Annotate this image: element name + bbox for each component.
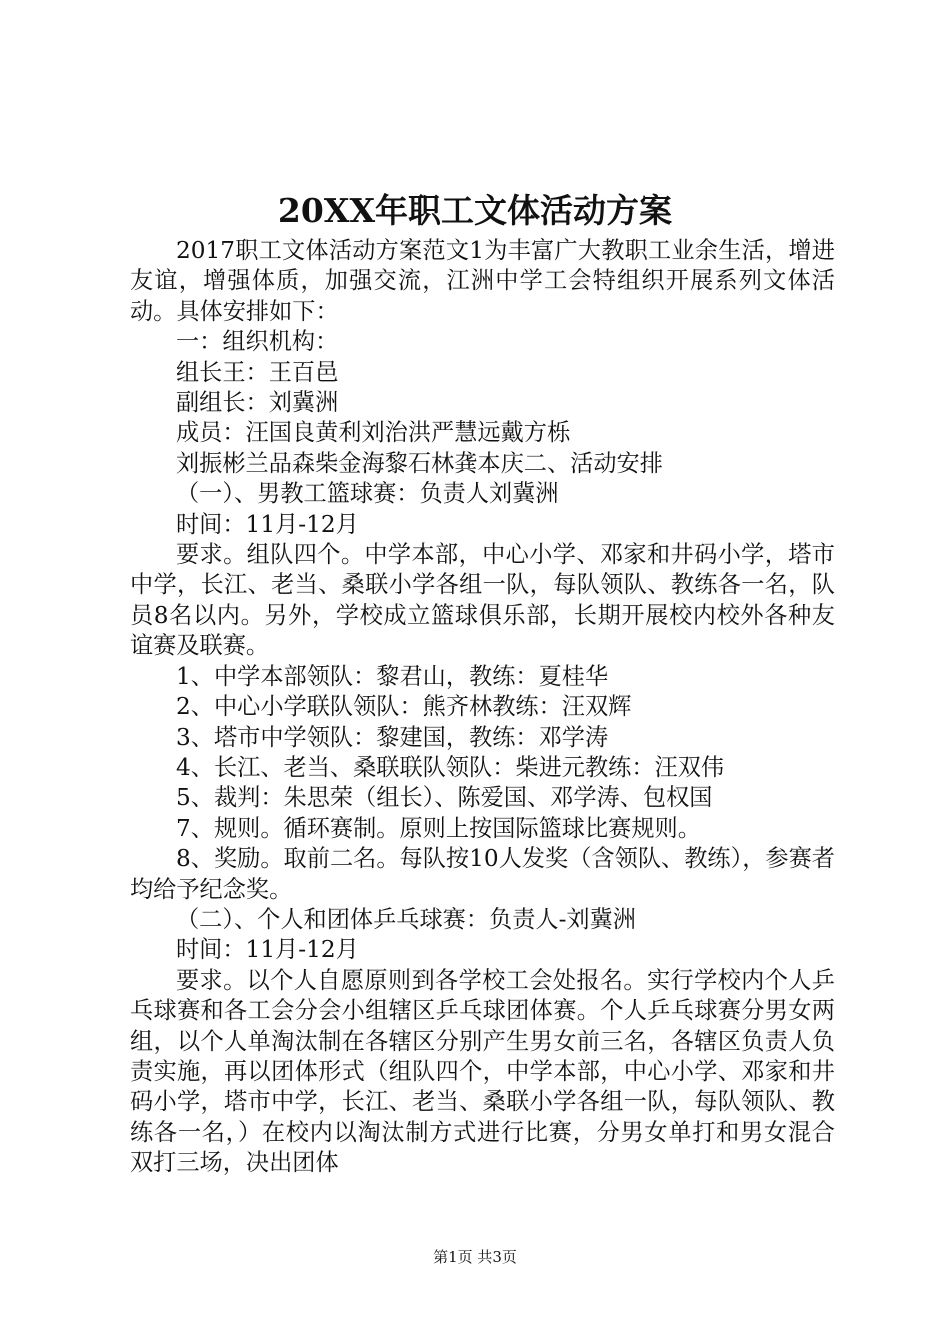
paragraph-table-tennis-time: 时间：11月-12月 <box>176 936 359 964</box>
document-body <box>130 236 835 1179</box>
paragraph-basketball-requirements: 要求。组队四个。中学本部，中心小学、邓家和井码小学，塔市中学，长江、老当、桑联小学各组一队，每队领队、教练各一名，队员8名以内。另外，学校成立篮球俱乐部，长期开展校内校外各种友谊赛及联赛。 <box>130 541 835 660</box>
paragraph-leader: 组长王：王百邑 <box>176 358 339 386</box>
document-title: 20XX年职工文体活动方案 <box>277 191 673 230</box>
section-heading-basketball: （一）、男教工篮球赛：负责人刘冀洲 <box>176 480 559 508</box>
paragraph-deputy-leader: 副组长：刘冀洲 <box>176 389 339 417</box>
paragraph-members-continued: 刘振彬兰品森柴金海黎石林龚本庆二、活动安排 <box>176 449 663 477</box>
intro-paragraph: 2017职工文体活动方案范文1为丰富广大教职工业余生活，增进友谊，增强体质，加强交流，江洲中学工会特组织开展系列文体活动。具体安排如下： <box>130 237 835 325</box>
list-item: 5、裁判：朱思荣（组长）、陈爱国、邓学涛、包权国 <box>176 784 713 812</box>
list-item: 2、中心小学联队领队：熊齐林教练：汪双辉 <box>176 693 632 721</box>
page-footer: 第1页 共3页 <box>433 1248 517 1266</box>
section-heading-organization: 一：组织机构： <box>176 328 339 356</box>
paragraph-table-tennis-requirements: 要求。以个人自愿原则到各学校工会处报名。实行学校内个人乒乓球赛和各工会分会小组辖区乒乓球团体赛。个人乒乓球赛分男女两组，以个人单淘汰制在各辖区分别产生男女前三名，各辖区负责人负责实施，再以团体形式（组队四个，中学本部，中心小学、邓家和井码小学，塔市中学，长江、老当、桑联小学各组一队，每队领队、教练各一名，）在校内以淘汰制方式进行比赛，分男女单打和男女混合双打三场，决出团体 <box>130 966 835 1177</box>
list-item: 8、奖励。取前二名。每队按10人发奖（含领队、教练），参赛者均给予纪念奖。 <box>130 845 835 903</box>
paragraph-members: 成员：汪国良黄利刘治洪严慧远戴方栎 <box>176 419 571 447</box>
section-heading-table-tennis: （二）、个人和团体乒乓球赛：负责人-刘冀洲 <box>176 905 636 933</box>
list-item: 4、长江、老当、桑联联队领队：柴进元教练：汪双伟 <box>176 753 725 781</box>
list-item: 7、规则。循环赛制。原则上按国际篮球比赛规则。 <box>176 814 701 842</box>
list-item: 3、塔市中学领队：黎建国，教练：邓学涛 <box>176 723 609 751</box>
list-item: 1、中学本部领队：黎君山，教练：夏桂华 <box>176 662 609 690</box>
paragraph-basketball-time: 时间：11月-12月 <box>176 510 359 538</box>
